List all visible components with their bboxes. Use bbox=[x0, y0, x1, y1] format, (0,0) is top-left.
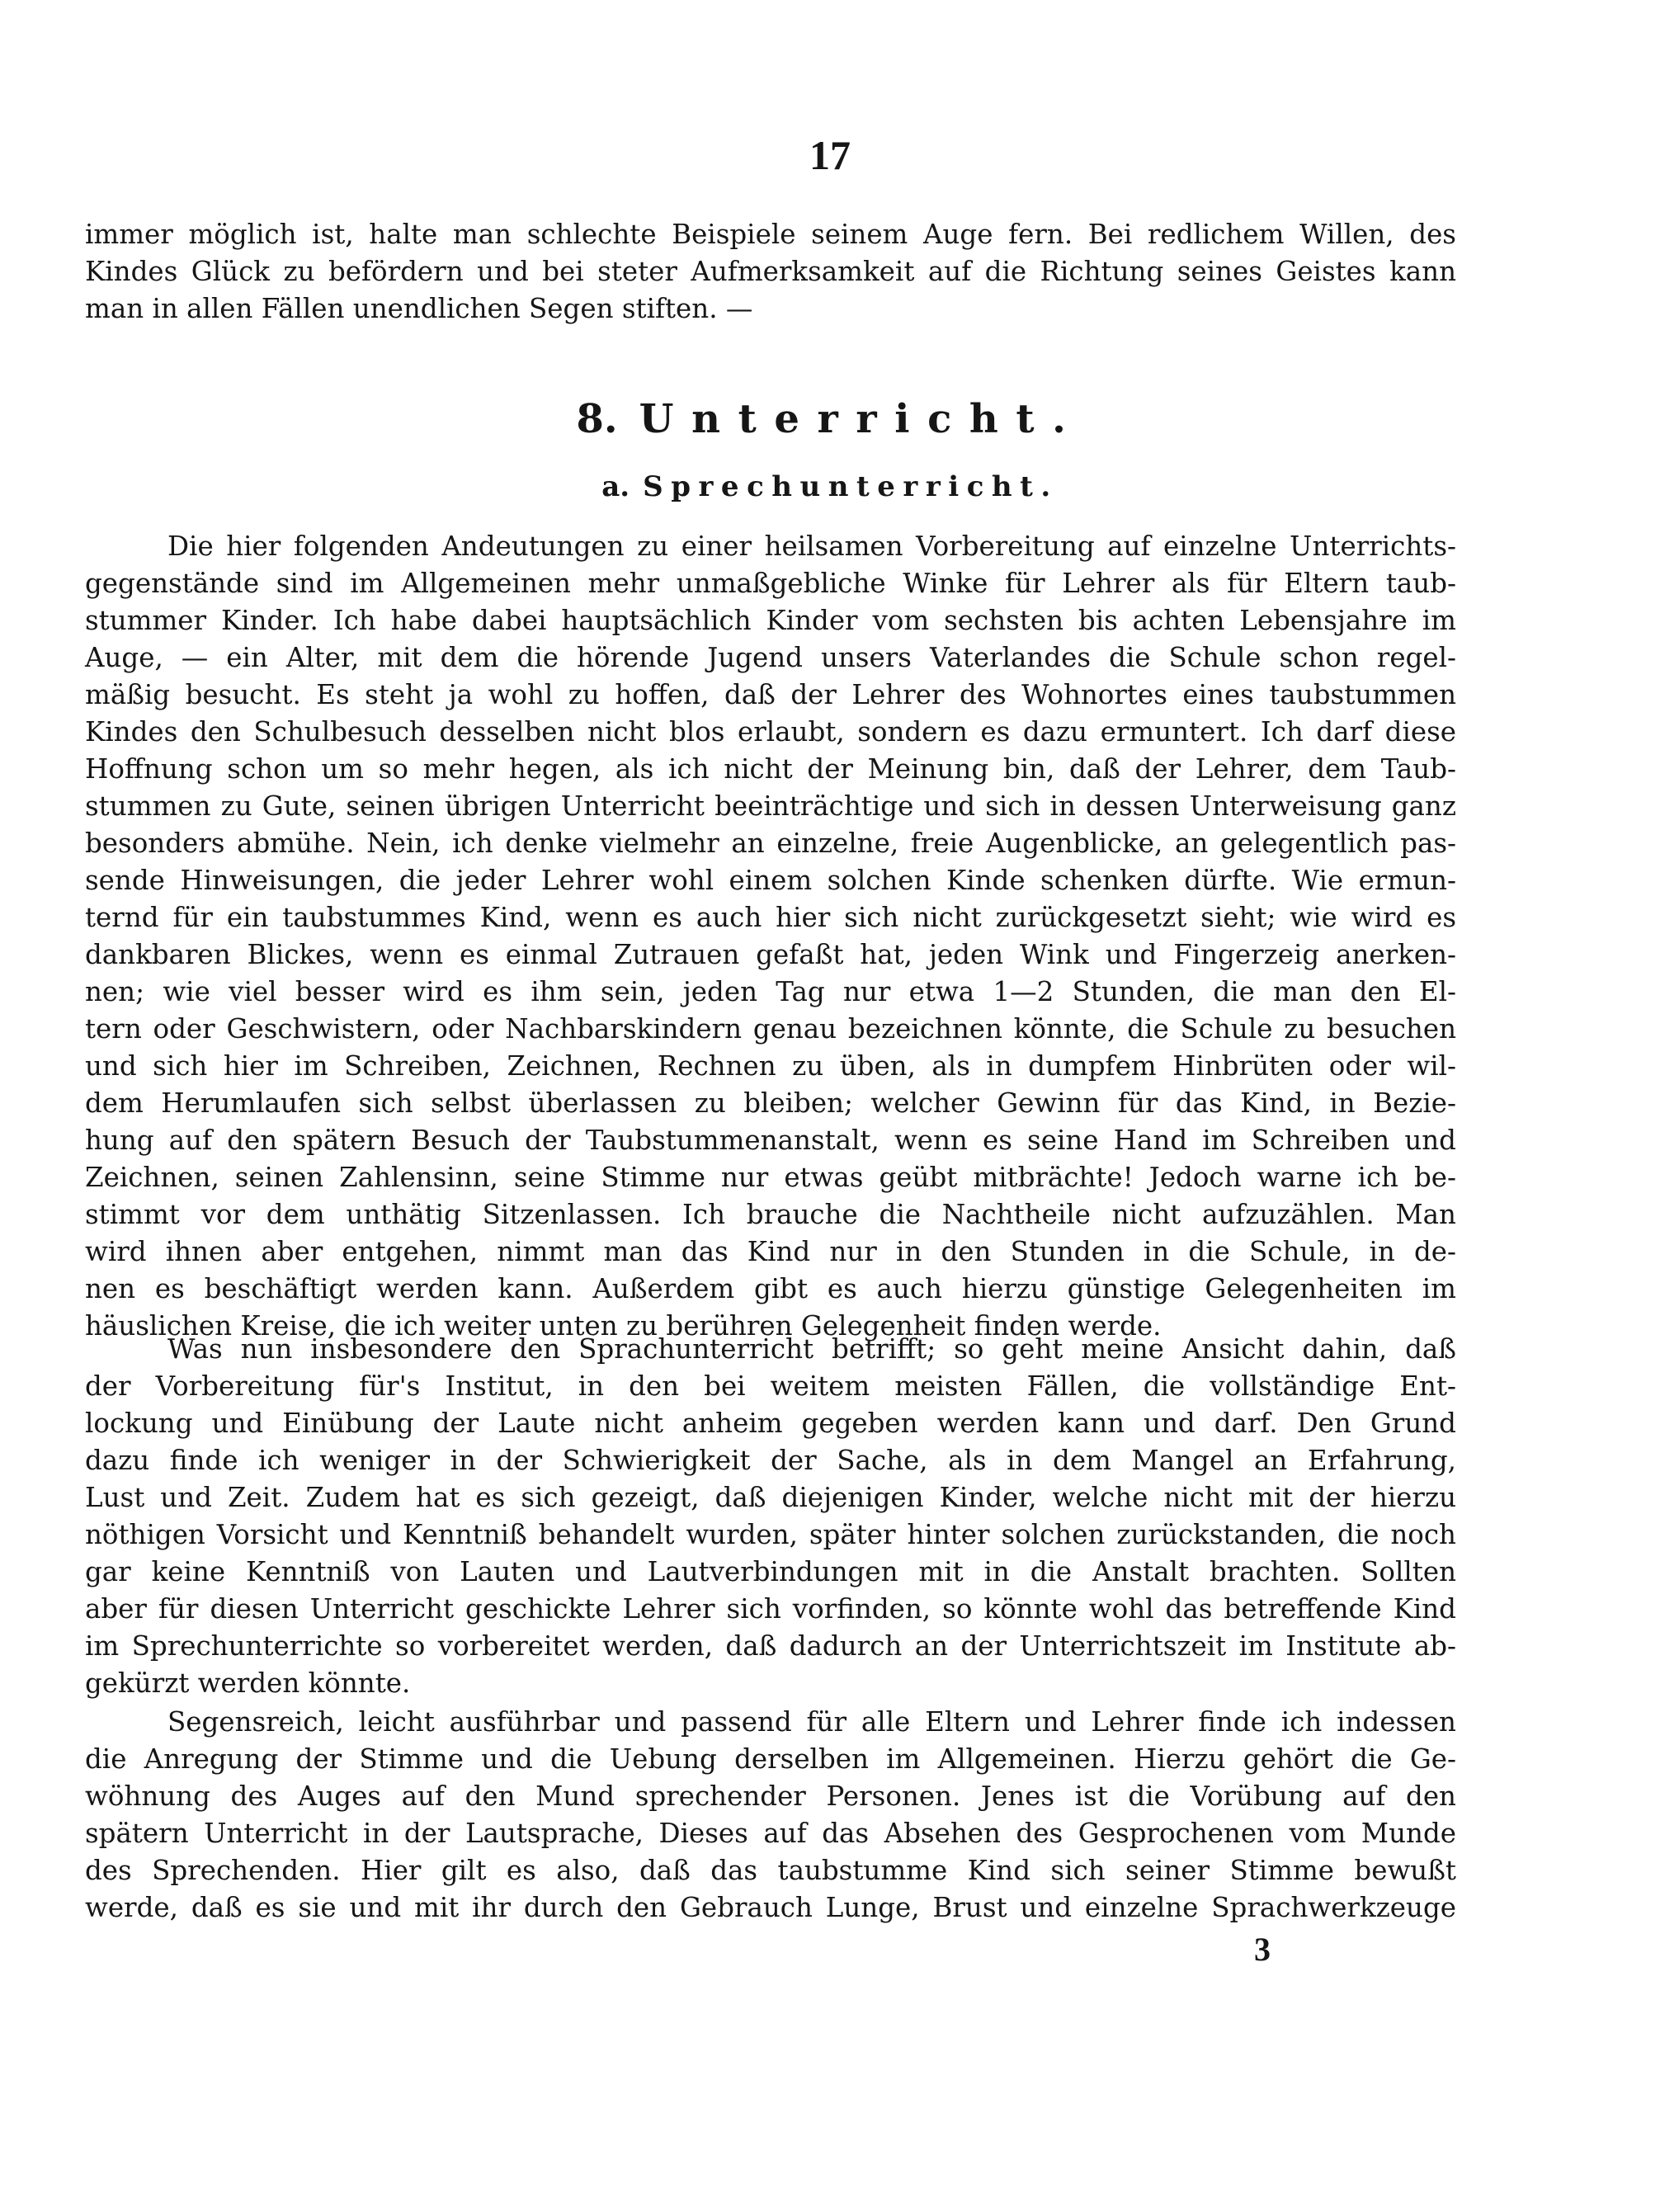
text-line: ternd für ein taubstummes Kind, wenn es auch hier sich nicht zurückgesetzt sieht; wie wird es bbox=[85, 902, 1456, 933]
text-line: stimmt vor dem unthätig Sitzenlassen. Ich brauche die Nachtheile nicht aufzuzählen. Man bbox=[85, 1199, 1456, 1230]
text-line: dazu finde ich weniger in der Schwierigkeit der Sache, als in dem Mangel an Erfahrung, bbox=[85, 1445, 1456, 1476]
text-line: häuslichen Kreise, die ich weiter unten zu berühren Gelegenheit finden werde. bbox=[85, 1310, 1162, 1342]
text-line: lockung und Einübung der Laute nicht anheim gegeben werden kann und darf. Den Grund bbox=[85, 1408, 1456, 1439]
page-number: 17 bbox=[809, 132, 851, 178]
text-line: sende Hinweisungen, die jeder Lehrer wohl einem solchen Kinde schenken dürfte. Wie ermun- bbox=[85, 865, 1456, 896]
text-line: Kindes Glück zu befördern und bei steter Aufmerksamkeit auf die Richtung seines Geistes kann bbox=[85, 256, 1456, 287]
text-line: dankbaren Blickes, wenn es einmal Zutrauen gefaßt hat, jeden Wink und Fingerzeig anerken- bbox=[85, 939, 1456, 970]
text-line: im Sprechunterrichte so vorbereitet werden, daß dadurch an der Unterrichtszeit im Institute ab- bbox=[85, 1630, 1456, 1662]
text-line: man in allen Fällen unendlichen Segen stiften. — bbox=[85, 293, 753, 324]
text-line: nen es beschäftigt werden kann. Außerdem gibt es auch hierzu günstige Gelegenheiten im bbox=[85, 1273, 1456, 1304]
paragraph-2 bbox=[85, 1331, 1456, 1702]
text-line: gar keine Kenntniß von Lauten und Lautverbindungen mit in die Anstalt brachten. Sollten bbox=[85, 1556, 1456, 1587]
subsection-heading bbox=[0, 467, 1660, 507]
text-line: stummer Kinder. Ich habe dabei hauptsächlich Kinder vom sechsten bis achten Lebensjahre im bbox=[85, 605, 1456, 636]
text-line: nen; wie viel besser wird es ihm sein, jeden Tag nur etwa 1—2 Stunden, die man den El- bbox=[85, 976, 1456, 1007]
text-line: stummen zu Gute, seinen übrigen Unterricht beeinträchtige und sich in dessen Unterweisung ganz bbox=[85, 790, 1456, 822]
subsection-title: Sprechunterricht. bbox=[643, 470, 1059, 503]
text-line: gegenstände sind im Allgemeinen mehr unmaßgebliche Winke für Lehrer als für Eltern taub- bbox=[85, 568, 1456, 599]
text-line: nöthigen Vorsicht und Kenntniß behandelt wurden, später hinter solchen zurückstanden, die noch bbox=[85, 1519, 1456, 1550]
text-line: wöhnung des Auges auf den Mund sprechender Personen. Jenes ist die Vorübung auf den bbox=[85, 1780, 1456, 1812]
carryover-text bbox=[85, 216, 1456, 328]
section-heading bbox=[0, 394, 1660, 444]
text-line: die Anregung der Stimme und die Uebung derselben im Allgemeinen. Hierzu gehört die Ge- bbox=[85, 1743, 1456, 1775]
signature-mark: 3 bbox=[1254, 1931, 1271, 1968]
text-line: wird ihnen aber entgehen, nimmt man das Kind nur in den Stunden in die Schule, in de- bbox=[85, 1236, 1456, 1267]
text-line: aber für diesen Unterricht geschickte Lehrer sich vorfinden, so könnte wohl das betreffende Kind bbox=[85, 1593, 1456, 1625]
subsection-number: a. bbox=[601, 470, 630, 503]
text-line: werde, daß es sie und mit ihr durch den Gebrauch Lunge, Brust und einzelne Sprachwerkzeuge bbox=[85, 1892, 1456, 1923]
text-line: der Vorbereitung für's Institut, in den bei weitem meisten Fällen, die vollständige Ent- bbox=[85, 1370, 1456, 1402]
paragraph-1 bbox=[85, 528, 1456, 1345]
text-line: tern oder Geschwistern, oder Nachbarskindern genau bezeichnen könnte, die Schule zu besuchen bbox=[85, 1013, 1456, 1045]
text-line: Zeichnen, seinen Zahlensinn, seine Stimme nur etwas geübt mitbrächte! Jedoch warne ich be- bbox=[85, 1162, 1456, 1193]
section-number: 8. bbox=[576, 396, 618, 442]
text-line: Segensreich, leicht ausführbar und passend für alle Eltern und Lehrer finde ich indessen bbox=[167, 1706, 1456, 1738]
section-title: Unterricht. bbox=[639, 396, 1084, 442]
text-line: spätern Unterricht in der Lautsprache, Dieses auf das Absehen des Gesprochenen vom Munde bbox=[85, 1818, 1456, 1849]
text-line: des Sprechenden. Hier gilt es also, daß das taubstumme Kind sich seiner Stimme bewußt bbox=[85, 1855, 1456, 1886]
paragraph-3 bbox=[85, 1704, 1456, 1927]
text-line: Hoffnung schon um so mehr hegen, als ich nicht der Meinung bin, daß der Lehrer, dem Taub- bbox=[85, 753, 1456, 785]
text-line: Kindes den Schulbesuch desselben nicht blos erlaubt, sondern es dazu ermuntert. Ich darf diese bbox=[85, 716, 1456, 748]
text-line: mäßig besucht. Es steht ja wohl zu hoffen, daß der Lehrer des Wohnortes eines taubstummen bbox=[85, 679, 1456, 710]
text-line: hung auf den spätern Besuch der Taubstummenanstalt, wenn es seine Hand im Schreiben und bbox=[85, 1125, 1456, 1156]
text-line: gekürzt werden könnte. bbox=[85, 1667, 411, 1699]
text-line: Was nun insbesondere den Sprachunterricht betrifft; so geht meine Ansicht dahin, daß bbox=[167, 1333, 1456, 1365]
text-line: besonders abmühe. Nein, ich denke vielmehr an einzelne, freie Augenblicke, an gelegentlich pas- bbox=[85, 828, 1456, 859]
text-line: Lust und Zeit. Zudem hat es sich gezeigt, daß diejenigen Kinder, welche nicht mit der hierzu bbox=[85, 1482, 1456, 1513]
text-line: Auge, — ein Alter, mit dem die hörende Jugend unsers Vaterlandes die Schule schon regel- bbox=[85, 642, 1456, 673]
text-line: und sich hier im Schreiben, Zeichnen, Rechnen zu üben, als in dumpfem Hinbrüten oder wil- bbox=[85, 1050, 1456, 1082]
text-line: Die hier folgenden Andeutungen zu einer heilsamen Vorbereitung auf einzelne Unterrichts- bbox=[167, 531, 1456, 562]
text-line: dem Herumlaufen sich selbst überlassen zu bleiben; welcher Gewinn für das Kind, in Bezie- bbox=[85, 1087, 1456, 1119]
text-line: immer möglich ist, halte man schlechte Beispiele seinem Auge fern. Bei redlichem Willen, des bbox=[85, 219, 1456, 250]
